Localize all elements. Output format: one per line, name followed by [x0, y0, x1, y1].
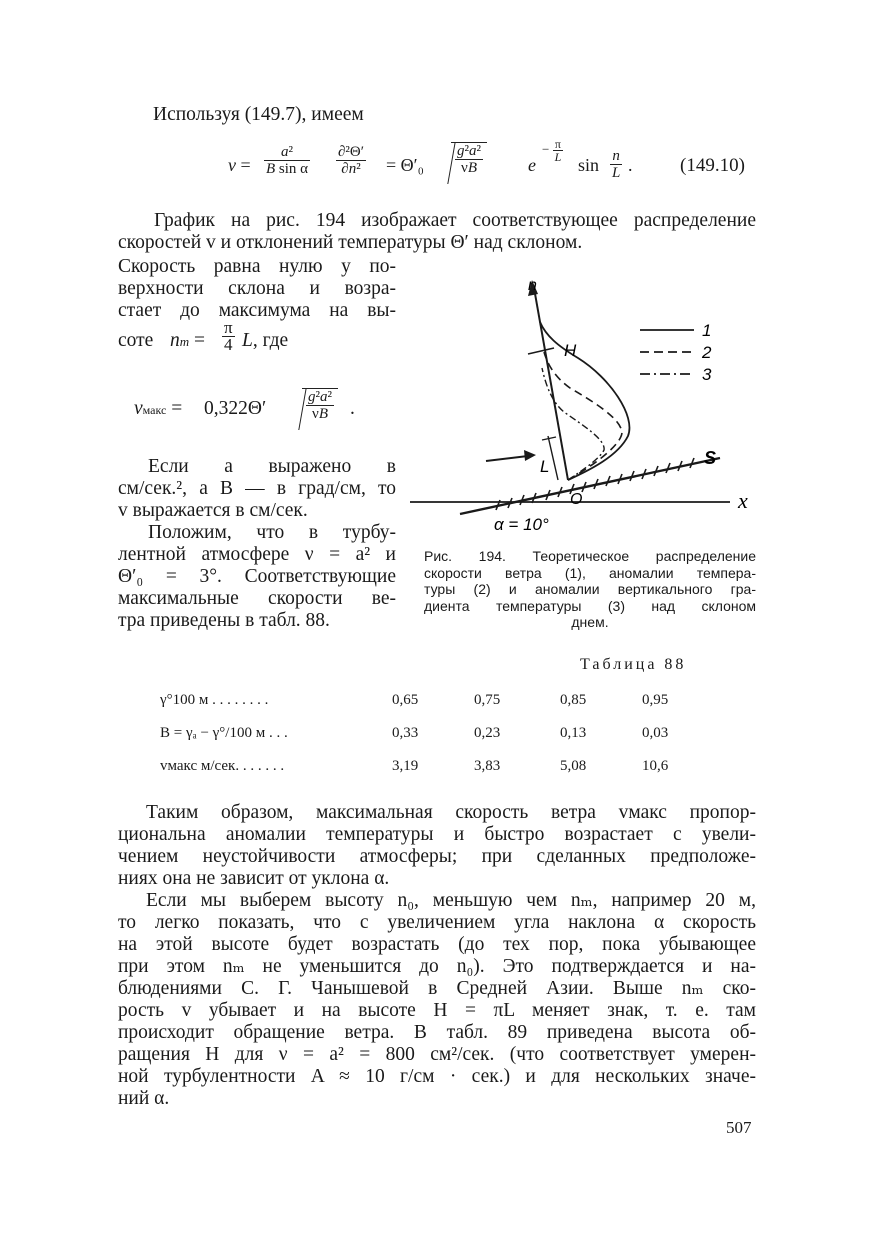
wind-arrow — [486, 456, 528, 461]
n-axis-label: n — [528, 277, 537, 294]
h-label: H — [564, 341, 577, 360]
left-paragraph: Скорость равна нулю у по- верхности склона и возра- стает до максимума на вы- — [118, 256, 396, 321]
last-paragraph: Если мы выберем высоту n₀, меньшую чем nₘ, например 20 м, то легко показать, что с увеличением угла наклона α скорость на этой высоте будет возрастать (до тех пор, пока убывающее при этом nₘ не уменьшится до n₀). Это подтверждается и на- блюдениями С. Г. Чанышевой в Средней Азии. Выше nₘ ско- рость v убывает и на высоте H = πL меняет знак, т. е. там происходит обращение ветра. В табл. 89 приведена высота об- ращения H для ν = a² = 800 см²/сек. (что соответствует умерен- ной турбулентности A ≈ 10 г/см · сек.) и для нескольких значе- ний α. — [118, 890, 756, 1109]
table-row: γ°100 м . . . . . . . . 0,65 0,75 0,85 0,95 — [160, 692, 669, 708]
figure-194 — [400, 268, 770, 540]
equation-number: (149.10) — [680, 155, 745, 176]
legend-label-1: 1 — [702, 321, 712, 340]
units-paragraph: Если a выражено в см/сек.², а B — в град/см, то v выражается в см/сек. — [118, 456, 396, 521]
page-number: 507 — [726, 1118, 752, 1137]
origin-label: O — [570, 491, 583, 508]
slope-surface — [460, 458, 720, 514]
x-axis-label: x — [738, 488, 748, 513]
table-row: B = γₐ − γ°/100 м . . . 0,33 0,23 0,13 0,03 — [160, 725, 669, 741]
vmax-formula: vмакс = 0,322Θ′ $\frac{\text{g²a²}}{\nu B}$ . — [134, 389, 355, 422]
slope-label: S — [704, 448, 717, 468]
assume-paragraph: Положим, что в турбу- лентной атмосфере ν = a² и Θ′₀ = 3°. Соответствующие максимальные скорости ве- тра приведены в табл. 88. — [118, 522, 396, 631]
equation-149-10: v = $\frac{\text{a²}}{\text{B sin α}}$ $\frac{\text{∂²Θ′}}{\text{∂n²}}$ = Θ′₀ $\frac{\text{g²a²}}{\nu B}$ e − $\frac{\pi}{L}$ sin $\frac{n}{L}$ . (149.10) — [228, 137, 745, 181]
nm-formula: соте nm = $\frac{\pi}{4}$ L, где — [118, 318, 289, 354]
table-row: vмакс м/сек. . . . . . . 3,19 3,83 5,08 10,6 — [160, 758, 669, 774]
intro-line: Используя (149.7), имеем — [153, 104, 364, 125]
legend-label-3: 3 — [702, 365, 712, 384]
legend-label-2: 2 — [702, 343, 712, 362]
h-marker — [528, 348, 554, 354]
paragraph-1: График на рис. 194 изображает соответствующее распределение скоростей v и отклонений температуры Θ′ над склоном. — [118, 210, 756, 253]
table-88 — [160, 684, 720, 783]
l-marker — [548, 436, 558, 480]
figure-caption: Рис. 194. Теоретическое распределение скорости ветра (1), аномалии темпера- туры (2) и аномалии вертикального гра- диента температуры (3) над склоном днем. — [424, 548, 756, 630]
conclusion-paragraph: Таким образом, максимальная скорость ветра vмакс пропор- циональна аномалии температуры и быстро возрастает с увели- чением неустойчивости атмосферы; при сделанных предположе- ниях она не зависит от уклона α. — [118, 802, 756, 889]
wind-arrow-head-icon — [524, 450, 536, 461]
angle-label: α = 10° — [494, 515, 549, 534]
l-label: L — [540, 457, 550, 476]
figure-legend — [640, 321, 712, 384]
table-title: Таблица 88 — [580, 656, 687, 673]
